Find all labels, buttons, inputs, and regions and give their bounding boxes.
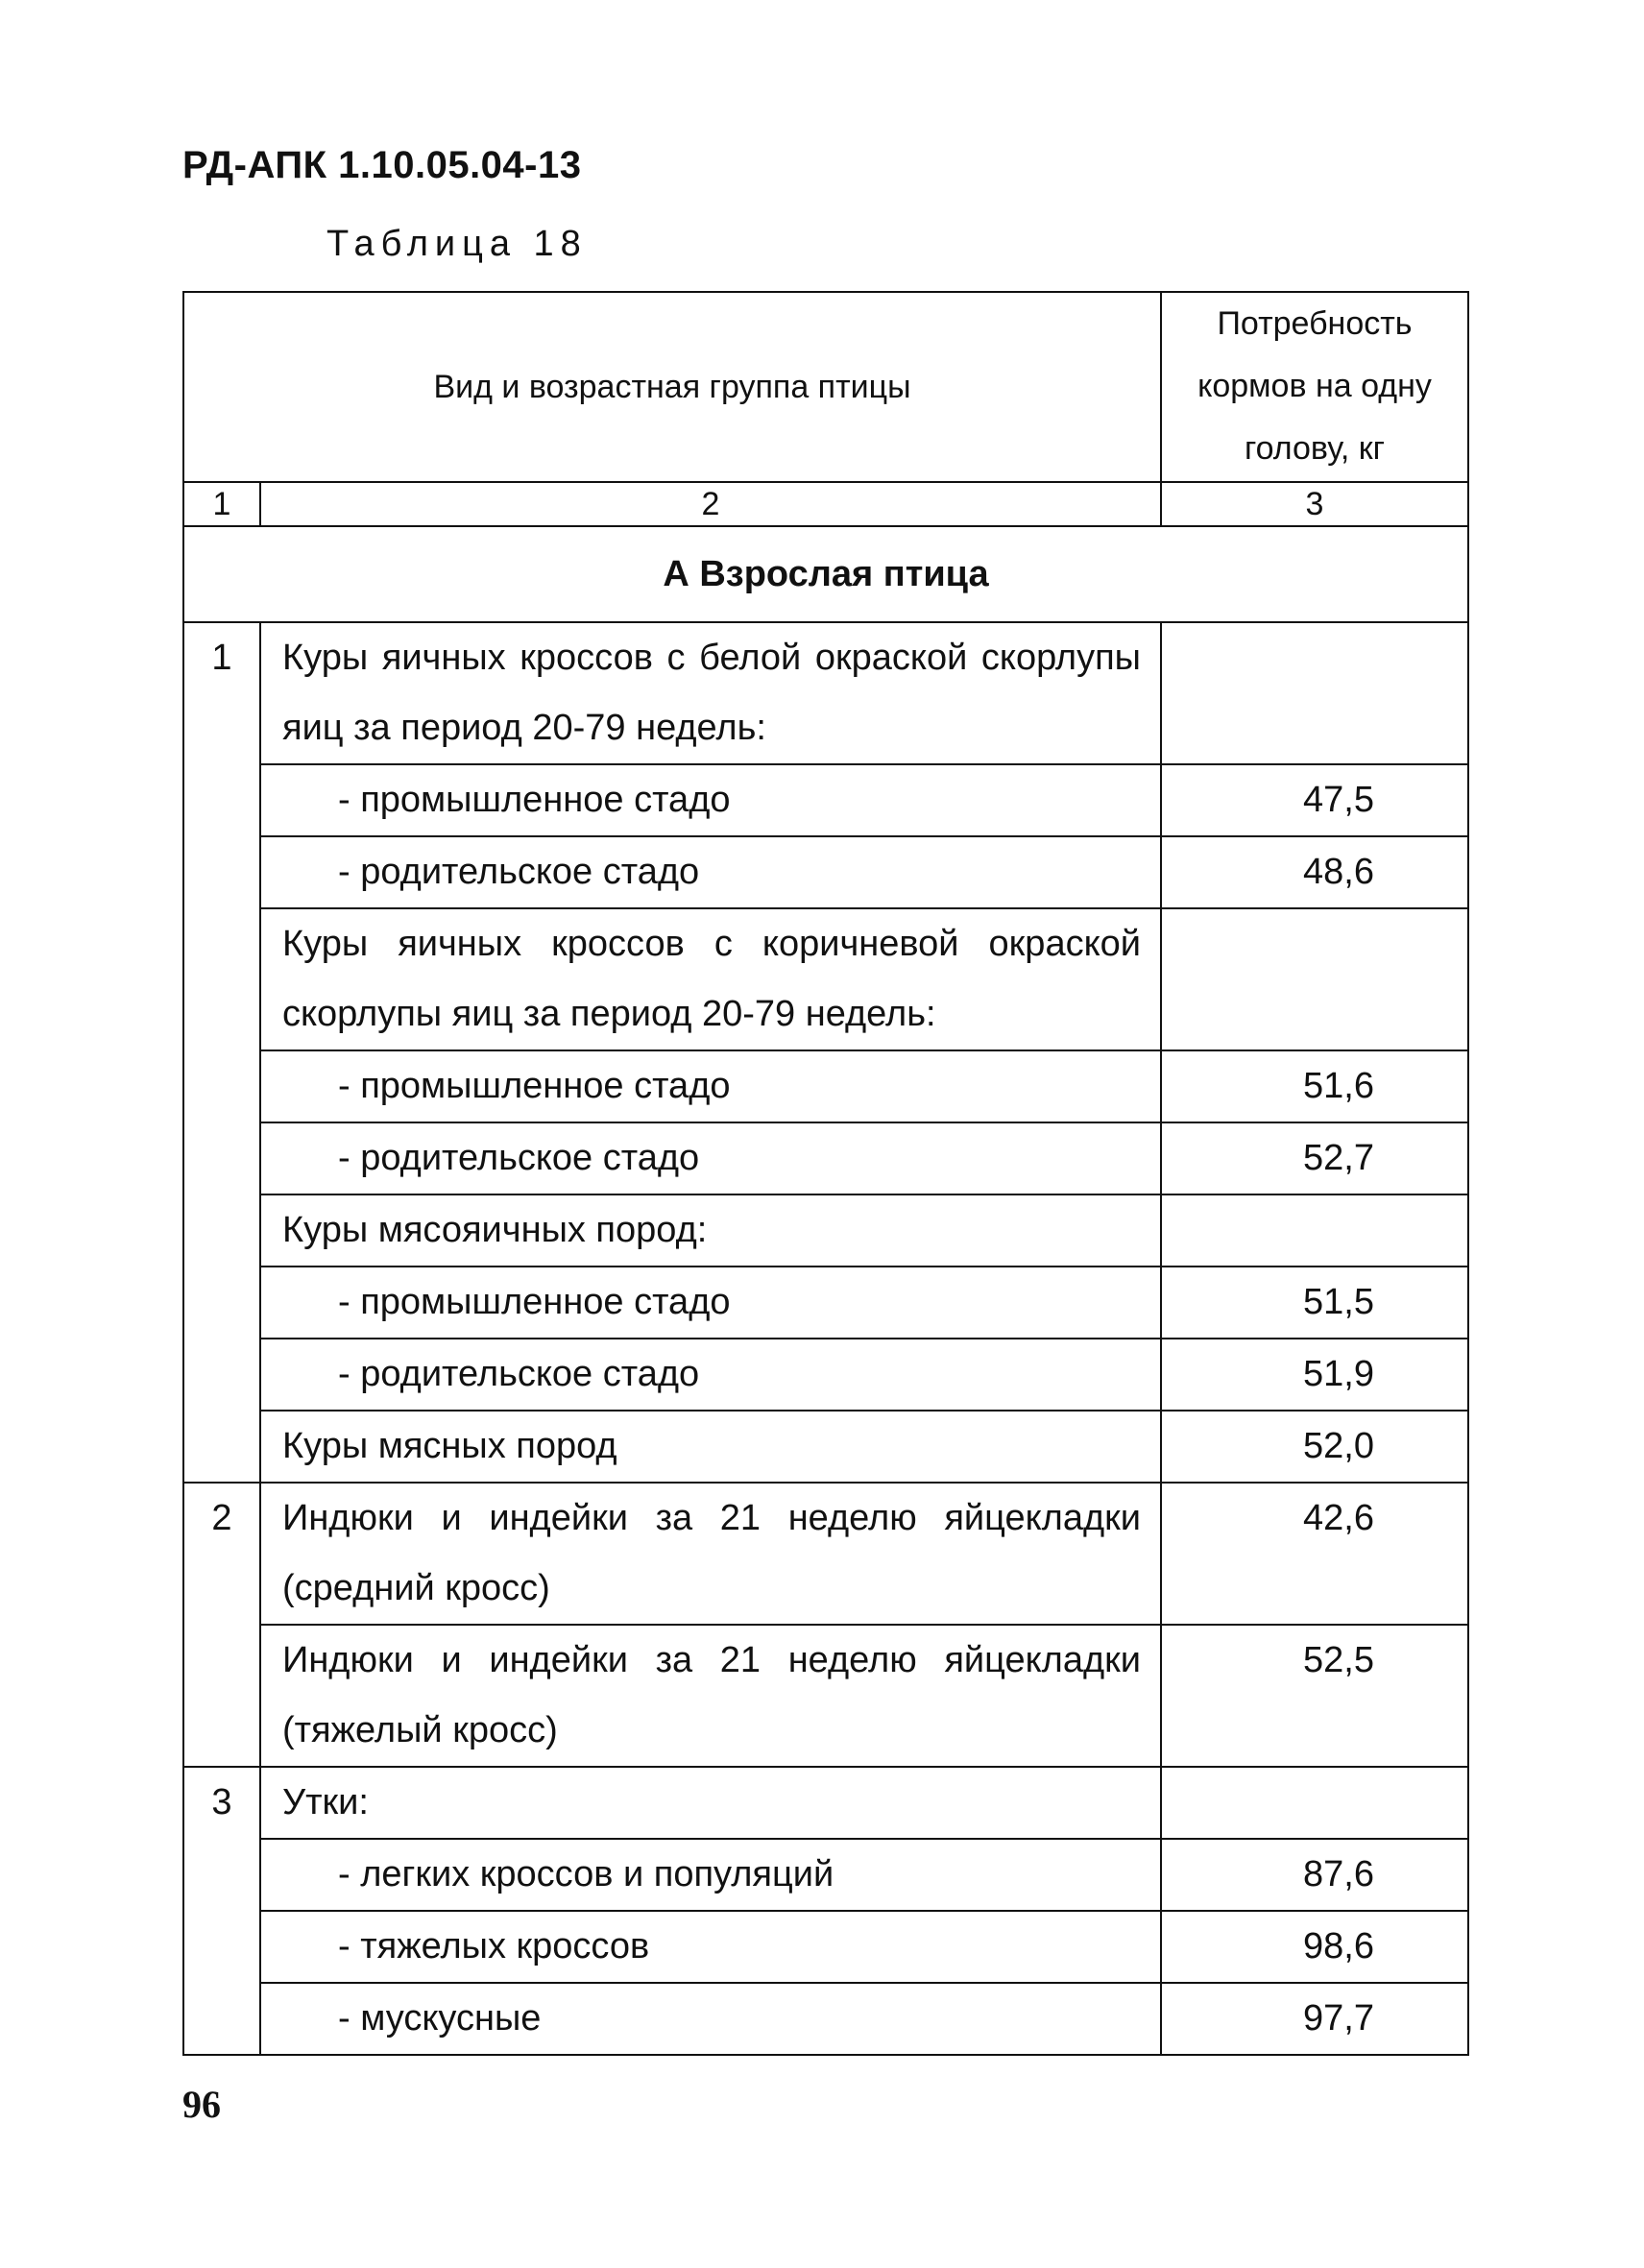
row-feed-value: 48,6 xyxy=(1161,836,1468,908)
row-number: 1 xyxy=(183,622,260,1483)
row-feed-value xyxy=(1161,1767,1468,1839)
table-row xyxy=(183,908,1468,1050)
header-need-line: голову, кг xyxy=(1244,430,1386,467)
row-description: Куры мясных пород xyxy=(260,1411,1161,1483)
table-row xyxy=(183,1767,1468,1839)
table-row xyxy=(183,1983,1468,2055)
row-description: - родительское стадо xyxy=(260,1339,1161,1411)
header-need-line: кормов на одну xyxy=(1197,368,1432,404)
row-feed-value: 51,6 xyxy=(1161,1050,1468,1122)
table-row xyxy=(183,764,1468,836)
row-description: - тяжелых кроссов xyxy=(260,1911,1161,1983)
row-description: Индюки и индейки за 21 неделю яйцекладки (средний кросс) xyxy=(260,1483,1161,1625)
row-number: 2 xyxy=(183,1483,260,1767)
row-description: Куры яичных кроссов с белой окраской скорлупы яиц за период 20-79 недель: xyxy=(260,622,1161,764)
table-caption: Таблица 18 xyxy=(326,224,588,264)
row-description: - родительское стадо xyxy=(260,1122,1161,1194)
column-number: 3 xyxy=(1161,482,1468,526)
section-title: А Взрослая птица xyxy=(183,526,1468,622)
row-feed-value: 52,0 xyxy=(1161,1411,1468,1483)
column-number: 1 xyxy=(183,482,260,526)
table-row xyxy=(183,1483,1468,1625)
row-feed-value: 98,6 xyxy=(1161,1911,1468,1983)
column-number-row xyxy=(183,482,1468,526)
row-description: - родительское стадо xyxy=(260,836,1161,908)
row-feed-value xyxy=(1161,1194,1468,1267)
row-feed-value xyxy=(1161,622,1468,764)
row-feed-value: 51,9 xyxy=(1161,1339,1468,1411)
table-row xyxy=(183,1339,1468,1411)
row-feed-value: 97,7 xyxy=(1161,1983,1468,2055)
section-row xyxy=(183,526,1468,622)
row-feed-value: 87,6 xyxy=(1161,1839,1468,1911)
column-number: 2 xyxy=(260,482,1161,526)
page-number: 96 xyxy=(182,2083,221,2126)
table-row xyxy=(183,1411,1468,1483)
row-description: Утки: xyxy=(260,1767,1161,1839)
row-description: Куры мясояичных пород: xyxy=(260,1194,1161,1267)
row-feed-value: 51,5 xyxy=(1161,1267,1468,1339)
table-row xyxy=(183,622,1468,764)
table-row xyxy=(183,1050,1468,1122)
row-description: Куры яичных кроссов с коричневой окраской скорлупы яиц за период 20-79 недель: xyxy=(260,908,1161,1050)
table-row xyxy=(183,836,1468,908)
table-row xyxy=(183,1267,1468,1339)
row-feed-value: 52,7 xyxy=(1161,1122,1468,1194)
row-description: - мускусные xyxy=(260,1983,1161,2055)
row-feed-value: 42,6 xyxy=(1161,1483,1468,1625)
row-description: - промышленное стадо xyxy=(260,1267,1161,1339)
row-number: 3 xyxy=(183,1767,260,2055)
header-need xyxy=(1161,292,1468,482)
row-description: - промышленное стадо xyxy=(260,1050,1161,1122)
feed-requirements-table xyxy=(182,291,1469,2056)
row-feed-value: 52,5 xyxy=(1161,1625,1468,1767)
row-description: Индюки и индейки за 21 неделю яйцекладки (тяжелый кросс) xyxy=(260,1625,1161,1767)
row-feed-value xyxy=(1161,908,1468,1050)
table-row xyxy=(183,1194,1468,1267)
document-code: РД-АПК 1.10.05.04-13 xyxy=(182,144,582,186)
table-row xyxy=(183,1625,1468,1767)
table-row xyxy=(183,1839,1468,1911)
row-description: - легких кроссов и популяций xyxy=(260,1839,1161,1911)
row-feed-value: 47,5 xyxy=(1161,764,1468,836)
table-row xyxy=(183,1122,1468,1194)
table-row xyxy=(183,1911,1468,1983)
header-kind: Вид и возрастная группа птицы xyxy=(183,292,1161,482)
table-body xyxy=(183,622,1468,2055)
row-description: - промышленное стадо xyxy=(260,764,1161,836)
header-need-line: Потребность xyxy=(1217,305,1413,342)
table-header-row xyxy=(183,292,1468,482)
